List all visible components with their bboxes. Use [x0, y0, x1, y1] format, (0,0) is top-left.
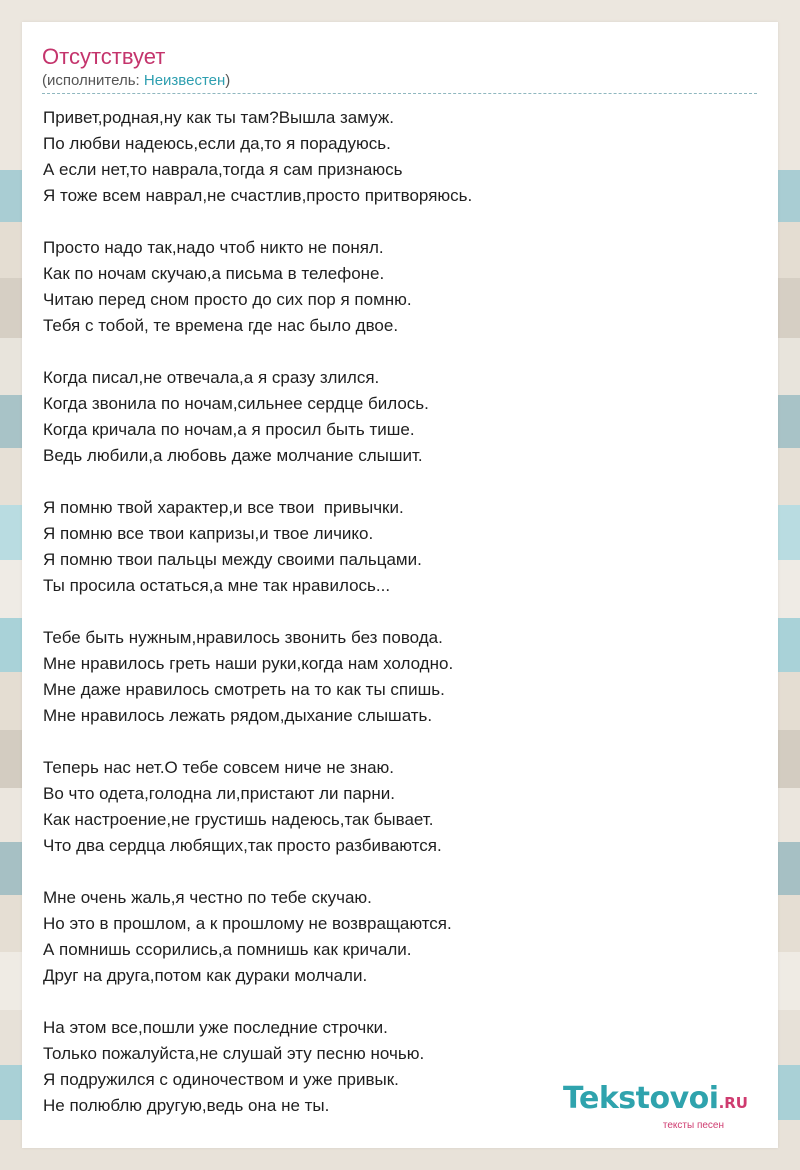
- stanza-2: [43, 235, 758, 339]
- title-divider: [42, 93, 757, 94]
- lyric-line: Теперь нас нет.О тебе совсем ниче не знаю.: [43, 758, 395, 777]
- lyric-line: А помнишь ссорились,а помнишь как кричали.: [43, 940, 412, 959]
- lyric-line: А если нет,то наврала,тогда я сам признаюсь: [43, 160, 403, 179]
- logo-wordmark: [528, 1082, 748, 1120]
- lyric-line: Мне нравилось лежать рядом,дыхание слышать.: [43, 706, 433, 725]
- lyric-line: Просто надо так,надо чтоб никто не понял.: [43, 238, 384, 257]
- lyric-line: Мне очень жаль,я честно по тебе скучаю.: [43, 888, 372, 907]
- lyric-line: Я подружился с одиночеством и уже привык.: [43, 1070, 399, 1089]
- lyric-line: Когда писал,не отвечала,а я сразу злился.: [43, 368, 380, 387]
- lyric-line: Я помню все твои капризы,и твое личико.: [43, 524, 374, 543]
- logo-tld: .RU: [718, 1094, 748, 1112]
- lyric-line: Когда звонила по ночам,сильнее сердце билось.: [43, 394, 429, 413]
- lyric-line: Я тоже всем наврал,не счастлив,просто притворяюсь.: [43, 186, 473, 205]
- lyric-line: Тебе быть нужным,нравилось звонить без повода.: [43, 628, 443, 647]
- stanza-6: [43, 755, 758, 859]
- lyric-line: Читаю перед сном просто до сих пор я помню.: [43, 290, 412, 309]
- lyric-line: Ведь любили,а любовь даже молчание слышит.: [43, 446, 423, 465]
- stanza-3: [43, 365, 758, 469]
- lyric-line: Я помню твой характер,и все твои привычки.: [43, 498, 404, 517]
- song-title: Отсутствует: [42, 44, 166, 69]
- lyric-line: Я помню твои пальцы между своими пальцами.: [43, 550, 422, 569]
- song-performer-line: [42, 72, 230, 90]
- lyric-line: Что два сердца любящих,так просто разбиваются.: [43, 836, 442, 855]
- performer-prefix: (исполнитель:: [42, 72, 144, 89]
- lyric-line: Мне даже нравилось смотреть на то как ты спишь.: [43, 680, 445, 699]
- lyric-line: Когда кричала по ночам,а я просил быть тише.: [43, 420, 415, 439]
- lyrics-card: [22, 22, 778, 1148]
- stanza-1: [43, 105, 758, 209]
- lyric-line: Тебя с тобой, те времена где нас было двое.: [43, 316, 399, 335]
- site-logo[interactable]: [528, 1082, 748, 1134]
- performer-link[interactable]: Неизвестен: [143, 72, 226, 89]
- lyric-line: Ты просила остаться,а мне так нравилось...: [43, 576, 391, 595]
- logo-tagline: тексты песен: [662, 1120, 724, 1131]
- lyric-line: Мне нравилось греть наши руки,когда нам холодно.: [43, 654, 454, 673]
- lyric-line: Только пожалуйста,не слушай эту песню ночью.: [43, 1044, 425, 1063]
- lyric-line: Как по ночам скучаю,а письма в телефоне.: [43, 264, 385, 283]
- lyrics-body: [43, 105, 758, 1145]
- logo-name: Tekstovoi: [563, 1081, 719, 1116]
- lyric-line: По любви надеюсь,если да,то я порадуюсь.: [43, 134, 391, 153]
- stanza-4: [43, 495, 758, 599]
- stanza-7: [43, 885, 758, 989]
- lyric-line: Но это в прошлом, а к прошлому не возвращаются.: [43, 914, 452, 933]
- lyric-line: Друг на друга,потом как дураки молчали.: [43, 966, 368, 985]
- lyric-line: Как настроение,не грустишь надеюсь,так бывает.: [43, 810, 434, 829]
- stanza-5: [43, 625, 758, 729]
- lyric-line: Не полюблю другую,ведь она не ты.: [43, 1096, 330, 1115]
- lyric-line: Привет,родная,ну как ты там?Вышла замуж.: [43, 108, 394, 127]
- performer-suffix: ): [225, 72, 231, 89]
- lyric-line: На этом все,пошли уже последние строчки.: [43, 1018, 388, 1037]
- lyric-line: Во что одета,голодна ли,пристают ли парни.: [43, 784, 395, 803]
